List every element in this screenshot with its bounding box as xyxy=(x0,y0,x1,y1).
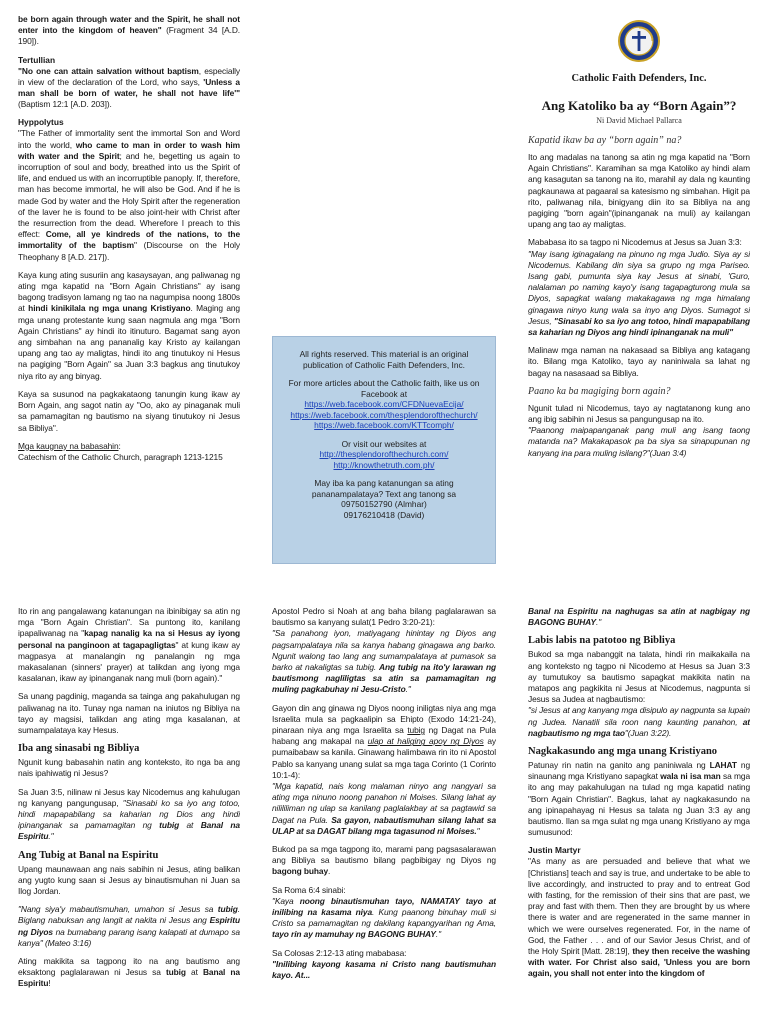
second-question-bold: kapag nanalig ka na si Hesus ay iyong personal na panginoon at tagapagligtas xyxy=(18,628,240,650)
mateo-espiritu: Espiritu ng Diyos xyxy=(18,915,240,937)
panel-bottom-left xyxy=(18,606,240,1024)
subheading-born-again: Kapatid ikaw ba ay “born again” na? xyxy=(528,135,682,146)
colosas-intro: Sa Colosas 2:12-13 ating mababasa: xyxy=(272,947,407,958)
subheading-how: Paano ka ba magiging born again? xyxy=(528,385,671,397)
exodo-ulap: ulap at haliging apoy ng Diyos xyxy=(367,736,484,747)
kaya-paragraph xyxy=(18,270,240,382)
nicodemus-quote-bold: "Sinasabi ko sa iyo ang totoo, hindi mapapabilang sa kaharian ng Diyos ang hindi ipinanganak na muli" xyxy=(528,315,750,338)
panel-bottom-right xyxy=(528,606,750,1024)
juan-3-5-end: ." xyxy=(48,831,54,842)
ask-question: May iba ka pang katanungan sa ating pananampalataya? Text ang tanong sa xyxy=(311,478,457,499)
second-question-paragraph xyxy=(18,606,240,684)
kaya-text-1: Kaya kung ating susuriin ang kasaysayan, ang paliwanag ng ating mga kapatid na "Born Again Christians" ay isang bagong tradisyon lamang ng tao na nagumpisa noong 1800s at xyxy=(18,269,240,314)
judea-quote: "si Jesus at ang kanyang mga disipulo ay nagpunta sa lupain ng Judea. Nanatili sila roon nang kaunting panahon, xyxy=(528,705,750,727)
early-text-3: sa mga ito ang may pakahulugan na tulad ng mga kapatid nating "Born Again Christian". Bagkus, lahat ay nagkakasundo na ang ipinapahayag ni Hesus sa talata ng Juan 3:3 ay ang bautismo. Ilan sa mga sulat ng mga unang Kristiyano ay mga sumusunod: xyxy=(528,771,750,838)
justin-text: "As many as are persuaded and believe that what we [Christians] teach and say is true, and undertake to be able to live accordingly, and instructed to pray and to entreat God with fasting, for the remission of their sins that are past, we pray and fast with them. Then they are brought by us where there is water and are regenerated in the same manner in which we were ourselves regenerated. For, in the name of God, the Father . . . and of our Savior Jesus Christ, and of the Holy Spirit [Matt. 28:19], xyxy=(528,856,750,957)
phone-numbers xyxy=(283,499,485,520)
nicodemus-passage xyxy=(528,237,750,338)
second-question-text-2: " at kung ikaw ay magpasya at manalangin ng panalangin ng mga makasalanan (sinners' prayer) at talikdan ang iyong mga kasalanan, ikaw ay ipinanganak nang muli (born again)." xyxy=(18,639,240,684)
pedro-intro: Apostol Pedro si Noah at ang baha bilang paglalarawan sa bautismo sa kanyang sulat(1 Pedro 3:20-21): xyxy=(272,606,496,628)
juan-3-5-tubig: tubig xyxy=(159,820,180,831)
facebook-links xyxy=(283,399,485,431)
justin-bold: they then receive the washing with water. For Christ also said, 'Unless you are born again, you shall not enter into the kingdom of xyxy=(528,946,750,979)
intro-paragraph: Ito ang madalas na tanong sa atin ng mga kapatid na "Born Again Christians". Karamihan sa mga Katoliko ay hindi alam ang kasagutan sa tanong na ito, marahil ay dala ng kaunting pagkaunawa at pagaaral sa katesismo ng simbahan. Higit pa rito, paliwanag nila, binigyang diin ito sa Bibliya na ang pagiging "born again"(ipinanganak na muli) ay kailangan upang ang tao ay maligtas. xyxy=(528,152,750,230)
judea-quote-end: "(Juan 3:22). xyxy=(624,727,672,738)
roma-end: ." xyxy=(435,929,441,940)
nicodemus-intro: Mababasa ito sa tagpo ni Nicodemus at Jesus sa Juan 3:3: xyxy=(528,237,742,248)
websites-intro: Or visit our websites at xyxy=(341,438,427,449)
website-links xyxy=(283,449,485,470)
corinto-quote-bold: Sa gayon, nabautismuhan silang lahat sa ULAP at sa DAGAT bilang mga tagasunod ni Moises. xyxy=(272,814,496,836)
juan-3-5-intro: Sa Juan 3:5, nilinaw ni Jesus kay Nicodemus ang kahulugan ng kanyang pangungusap, xyxy=(18,786,240,808)
justin-quote xyxy=(528,856,750,979)
early-text-2: ng sinaunang mga Kristiyano sapagkat xyxy=(528,760,750,782)
conclusion-end: ! xyxy=(48,978,51,989)
bagong-buhay-text: Bukod pa sa mga tagpong ito, marami pang pagsasalarawan ang Bibliya sa bautismo bilang pagbibigay ng Diyos ng xyxy=(272,844,496,866)
tertullian-bold-2: 'Unless a man shall be born of water, he shall not have life'" xyxy=(18,76,240,99)
exodo-paragraph xyxy=(272,703,496,837)
early-wala: wala ni isa man xyxy=(660,771,721,782)
panel-bottom-middle xyxy=(272,606,496,1024)
facebook-intro: For more articles about the Catholic faith, like us on Facebook at xyxy=(288,378,480,399)
tertullian-quote xyxy=(18,66,240,111)
byline: Ni David Michael Pallarca xyxy=(596,116,682,125)
question-paragraph xyxy=(528,403,750,459)
mateo-text-3: na bumabang parang isang kalapati at dumapo sa kanya" (Mateo 3:16) xyxy=(18,926,240,948)
roma-text-2: . Kung paanong binuhay muli si Cristo sa pamamagitan ng dakilang kapangyarihan ng Ama, xyxy=(272,907,496,929)
panel-cover xyxy=(528,20,750,546)
facebook-link-splendor[interactable]: https://web.facebook.com/thesplendorofthechurch/ xyxy=(290,409,478,420)
hipp-text-1: "The Father of immortality sent the immortal Son and Word into the world, xyxy=(18,128,240,150)
roma-text-1: "Kaya xyxy=(272,895,300,906)
colosas-paragraph xyxy=(272,948,496,982)
rights-notice: All rights reserved. This material is an original publication of Catholic Faith Defenders, Inc. xyxy=(299,349,469,370)
bagong-buhay-paragraph xyxy=(272,844,496,878)
mateo-text-2: . Biglang nabuksan ang langit at nakita ni Jesus ang xyxy=(18,904,240,926)
hipp-bold-2: Come, all ye kindreds of the nations, to the immortality of the baptism xyxy=(18,229,240,251)
juan-3-5-paragraph xyxy=(18,787,240,843)
fragment-quote-citation: (Fragment 34 [A.D. 190]). xyxy=(18,25,240,47)
mateo-quote xyxy=(18,904,240,949)
kaya-paragraph-2: Kaya sa susunod na pagkakataong tanungin kung ikaw ay Born Again, ang sagot natin ay "Oo, ako ay pinaganak muli sa pamamagitan ng bautismo na siyang tinutukoy ni Jesus sa Bibliya". xyxy=(18,388,240,433)
hipp-text-2: ; and he, begetting us again to incorruption of soul and body, breathed into us the Spirit of life, and endued us with an incorruptible panoply. If, therefore, man has become immortal, he will also be God. And if he is made God by water and the Holy Spirit after the regeneration of the laver he is found to be also joint-heir with Christ after the resurrection from the dead. Wherefore I preach to this effect: xyxy=(18,150,240,240)
juan-3-5-quote: "Sinasabi ko sa iyo ang totoo, hindi mapapabilang sa kaharian ng Dios ang hindi ipinanganak sa pamamagitan ng xyxy=(18,797,240,831)
author-tertullian: Tertullian xyxy=(18,54,56,65)
jordan-paragraph: Upang maunawaan ang nais sabihin ni Jesus, ating balikan ang yugto kung saan si Jesus ay binautismuhan ni Juan sa Ilog Jordan. xyxy=(18,863,240,897)
references-colon: : xyxy=(118,440,121,451)
juan-3-5-at: at xyxy=(179,820,201,831)
mateo-tubig: tubig xyxy=(217,904,238,915)
pedro-paragraph xyxy=(272,606,496,696)
exodo-text-3: ay pumaibabaw sa kanila. Ginawang halimbawa rin ito ni Apostol Pablo sa kanyang unang sulat sa mga taga Corinto (1 Corinto 10:1-4): xyxy=(272,736,496,780)
bagong-buhay-end: . xyxy=(328,866,331,877)
context-paragraph: Ngunit kung babasahin natin ang konteksto, ito nga ba ang nais ipahiwatig ni Jesus? xyxy=(18,757,240,779)
phone-almhar: 09750152790 (Almhar) xyxy=(341,499,427,509)
pedro-quote: "Sa panahong iyon, matiyagang hinintay ng Diyos ang pagsampalataya nila sa kanya habang ginagawa ang barko. Ngunit walong tao lang ang sumampalataya at pumasok sa barko at nakaligtas sa tubig. xyxy=(272,628,496,673)
author-hyppolytus: Hyppolytus xyxy=(18,117,64,128)
panel-top-left xyxy=(18,14,240,504)
colosas-quote: "Inilibing kayong kasama ni Cristo nang bautismuhan kayo. At... xyxy=(272,958,496,981)
roma-intro: Sa Roma 6:4 sinabi: xyxy=(272,884,346,895)
judea-text: Bukod sa mga nabanggit na talata, hindi rin maikakaila na ang konteksto ng tagpo ni Nicodemo at Hesus sa Juan 3:3 ay tumutukoy sa bautismo sapagkat makikita natin na matapos ang pagkikita ni Jesus at Nicodemus, nagpunta si Jesus sa Judea at nagbautismo: xyxy=(528,649,750,705)
website-link-splendor[interactable]: http://thesplendorofthechurch.com/ xyxy=(319,449,449,459)
roma-bold-1: noong binautismuhan tayo, NAMATAY tayo at inilibing na kasama niya xyxy=(272,895,496,918)
roma-bold-2: tayo rin ay mamuhay ng BAGONG BUHAY xyxy=(272,929,436,940)
exodo-text-2: ng Dagat na Pula habang ang makapal na xyxy=(272,725,496,747)
question-quote: "Paanong maipapanganak pang muli ang isang taong matanda na? Makakapasok pa ba siya sa sinapupunan ng kanyang ina para muling isilang?"(Juan 3:4) xyxy=(528,425,750,458)
seal-icon xyxy=(618,20,660,62)
exodo-tubig: tubig xyxy=(407,725,425,736)
heading-nagkakasundo: Nagkakasundo ang mga unang Kristiyano xyxy=(528,746,718,758)
juan-3-5-espiritu: Banal na Espiritu xyxy=(18,820,240,842)
kaya-text-2: . Maging ang mga unang protestante kung saan nagmula ang mga "Born Again Christians" ay hindi ito itinuturo. Bagamat sang ayon ang simbahan na ang pananalig kay Kristo ay kailangan upang ang tao ay maligtas, hindi ito ang tinutukoy ni Hesus na pagiging "Born Again" sa Juan 3:3 bagkus ang tinutukoy niya rito ay ang binyag. xyxy=(18,303,240,381)
exodo-text-1: Gayon din ang ginawa ng Diyos noong iniligtas niya ang mga Israelita mula sa pagkaalipin sa Ehipto (Exodo 14:21-24), pinaraan niya ang mga Israelita sa xyxy=(272,702,496,736)
conclusion-text-1: Ating makikita sa tagpong ito na ang bautismo ang eksaktong paglalarawan ni Jesus sa xyxy=(18,956,240,978)
info-box xyxy=(272,336,496,564)
bagong-buhay-bold: bagong buhay xyxy=(272,866,329,877)
bagong-buhay-quote-close: ." xyxy=(595,617,602,628)
facebook-link-cfd[interactable]: https://web.facebook.com/CFDNuevaEcija/ xyxy=(304,399,464,409)
early-text-1: Patunay rin natin na ganito ang paniniwala ng xyxy=(528,760,710,771)
fragment-quote-bold: be born again through water and the Spirit, he shall not enter into the kingdom of heaven" xyxy=(18,14,240,36)
conclusion-at: at xyxy=(185,967,203,978)
pedro-quote-end: ." xyxy=(405,684,411,695)
nicodemus-quote: "May isang iginagalang na pinuno ng mga Judio. Siya ay si Nicodemus. Kabilang din siya sa grupo ng mga Pariseo. Isang gabi, pumunta siya kay Jesus at sinabi, 'Guro, nalalaman po naming kayo'y isang tagapagturong mula sa Diyos, sapagkat walang makakagawa ng mga himalang ginagawa ninyo kung wala sa inyo ang Diyos. Sumagot si Jesus, xyxy=(528,248,750,326)
first-hearing-paragraph: Sa unang pagdinig, maganda sa tainga ang pakahulugan ng paliwanag na ito. Tunay nga naman na iniutos ng Bibliya na tayo ay magsisi, talikdan ang ating mga kasalanan, at sumampalataya kay Hesus. xyxy=(18,691,240,736)
corinto-quote: "Mga kapatid, nais kong malaman ninyo ang nangyari sa ating mga ninuno noong panahon ni Moises. Silang lahat ay nilililiman ng ulap sa kanilang paglalakbay at sa pagtawid sa Dagat na Pula. xyxy=(272,781,496,825)
references-text: Catechism of the Catholic Church, paragraph 1213-1215 xyxy=(18,451,223,462)
cfd-logo xyxy=(528,20,750,67)
tertullian-bold-1: "No one can attain salvation without baptism xyxy=(18,65,199,76)
conclusion-espiritu: Banal na Espiritu xyxy=(18,967,240,989)
mateo-text-1: "Nang siya'y mabautismuhan, umahon si Jesus sa xyxy=(18,904,218,915)
hipp-citation: " (Discourse on the Holy Theophany 8 [A.D. 217]). xyxy=(18,240,240,262)
heading-iba-ang-sinasabi: Iba ang sinasabi ng Bibliya xyxy=(18,743,140,755)
fragment-quote xyxy=(18,14,240,48)
heading-labis-na-patotoo: Labis labis na patotoo ng Bibliya xyxy=(528,635,676,647)
tertullian-citation: (Baptism 12:1 [A.D. 203]). xyxy=(18,99,112,110)
conclusion-tubig: tubig xyxy=(165,967,186,978)
judea-quote-bold: at nagbautismo ng mga tao xyxy=(528,716,750,738)
hipp-bold-1: who came to man in order to wash him with water and the Spirit xyxy=(18,139,240,161)
bagong-buhay-quote-end xyxy=(528,606,750,628)
corinto-quote-end: " xyxy=(476,825,480,836)
tertullian-text: , especially in view of the declaration of the Lord, who says, xyxy=(18,65,240,87)
roma-paragraph xyxy=(272,885,496,941)
references xyxy=(18,441,240,463)
phone-david: 09176210418 (David) xyxy=(343,509,425,520)
kaya-bold: hindi kinikilala ng mga unang Kristiyano xyxy=(28,303,191,314)
website-link-knowthetruth[interactable]: http://knowthetruth.com.ph/ xyxy=(333,459,435,470)
second-question-text-1: Ito rin ang pangalawang katanungan na ibinibigay sa atin ng mga "Born Again Christian". Sa puntong ito, kanilang ipapaliwanag na " xyxy=(18,606,240,639)
bagong-buhay-quote-bold: Banal na Espiritu na naghugas sa atin at nagbigay ng BAGONG BUHAY xyxy=(528,606,750,628)
org-name: Catholic Faith Defenders, Inc. xyxy=(571,73,707,84)
pedro-quote-bold: Ang tubig na ito'y larawan ng bautismong nagliligtas sa atin sa pamamagitan ng muling pagkabuhay ni Jesu-Cristo xyxy=(272,662,496,695)
question-text: Ngunit tulad ni Nicodemus, tayo ay nagtatanong kung ano ang ibig sabihin ni Jesus sa pangungusap na ito. xyxy=(528,402,750,425)
facebook-link-ktt[interactable]: https://web.facebook.com/KTTcomph/ xyxy=(314,420,454,430)
clarity-paragraph: Malinaw mga naman na nakasaad sa Bibliya ang katagang ito. Bilang mga Katoliko, tayo ay naniniwala sa lahat ng bagay na nasasaad sa Bibliya. xyxy=(528,345,750,378)
heading-tubig-espiritu: Ang Tubig at Banal na Espiritu xyxy=(18,849,159,861)
references-label: Mga kaugnay na babasahin xyxy=(18,440,119,451)
author-justin-martyr: Justin Martyr xyxy=(528,845,581,856)
hyppolytus-quote xyxy=(18,128,240,262)
early-christians-paragraph xyxy=(528,760,750,838)
early-lahat: LAHAT xyxy=(709,760,737,771)
baptism-conclusion xyxy=(18,956,240,990)
page-title: Ang Katoliko ba ay “Born Again”? xyxy=(541,98,737,113)
context-judea-paragraph xyxy=(528,649,750,739)
